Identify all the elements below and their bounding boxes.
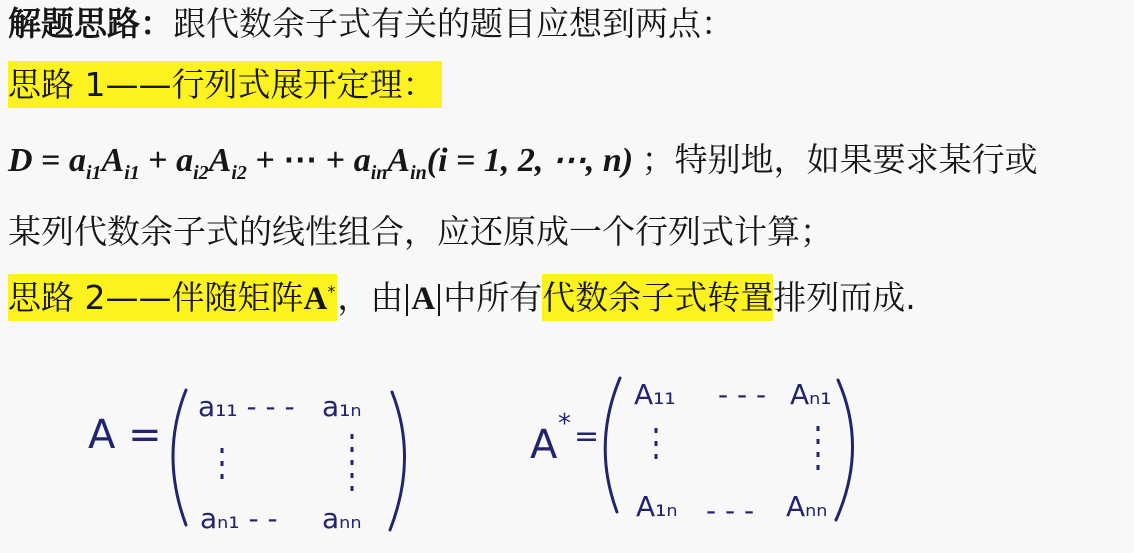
formula-A1: A — [101, 142, 125, 179]
hw-Ann: Aₙₙ — [786, 490, 828, 523]
formula-sub-i1b: i1 — [124, 161, 140, 184]
hw-A-bdots: - - - — [706, 494, 755, 527]
formula-dots: + ⋯ + — [246, 142, 354, 179]
hw-A11: A₁₁ — [634, 378, 676, 411]
hw-A1n: A₁ₙ — [636, 490, 678, 523]
idea2-comma: ，由 — [337, 278, 404, 317]
formula-plus: + — [139, 142, 177, 179]
hw-A-label: A = — [88, 412, 162, 458]
hw-Astar-left-paren — [605, 378, 620, 512]
formula-sub-i1: i1 — [85, 161, 102, 184]
hw-an1: aₙ₁ - - — [200, 502, 278, 535]
idea2-middle: 中所有 — [443, 278, 543, 317]
hw-a1n: a₁ₙ — [322, 390, 362, 423]
formula-sub-inb: in — [410, 161, 427, 184]
formula-sub-i2b: i2 — [231, 161, 247, 184]
idea2-A: A — [303, 281, 328, 317]
idea2-highlight: 代数余子式转置 — [542, 274, 773, 321]
heading-text: 跟代数余子式有关的题目应想到两点： — [173, 4, 734, 43]
hw-Astar-sup: * — [558, 409, 571, 439]
heading-label: 解题思路： — [8, 4, 173, 43]
hw-An1: Aₙ₁ — [790, 378, 832, 411]
formula-a2: a — [176, 142, 194, 179]
formula-eq: = — [32, 142, 69, 179]
idea1-label: 思路 1——行列式展开定理： — [8, 61, 442, 108]
formula-trailing: ；特别地，如果要求某行或 — [641, 140, 1038, 179]
formula-cond: (i = 1, 2, ⋯, n) — [426, 142, 634, 179]
formula-D: D — [8, 142, 33, 179]
hw-Astar-label: A — [530, 422, 558, 468]
hw-A-right-paren — [390, 392, 405, 530]
hw-Astar-right-paren — [836, 380, 853, 520]
formula-sub-i2: i2 — [193, 161, 209, 184]
formula-sub-in: in — [370, 161, 388, 184]
formula-An: A — [387, 142, 411, 179]
hw-Astar-eq: = — [574, 419, 600, 454]
hw-a11: a₁₁ - - - — [198, 390, 295, 423]
hw-A-left-paren — [173, 390, 186, 525]
formula-an: a — [353, 142, 371, 179]
idea2-end: 排列而成. — [773, 278, 916, 317]
idea2-star: * — [327, 282, 336, 301]
idea2-A-det: A — [411, 281, 436, 317]
formula-A2: A — [208, 142, 232, 179]
line4-text: 某列代数余子式的线性组合，应还原成一个行列式计算； — [8, 212, 833, 251]
formula-a1: a — [68, 142, 86, 179]
hw-A-hdots: - - - — [718, 378, 767, 411]
hw-ann: aₙₙ — [322, 502, 362, 535]
idea2-label: 思路 2——伴随矩阵 — [8, 278, 304, 317]
